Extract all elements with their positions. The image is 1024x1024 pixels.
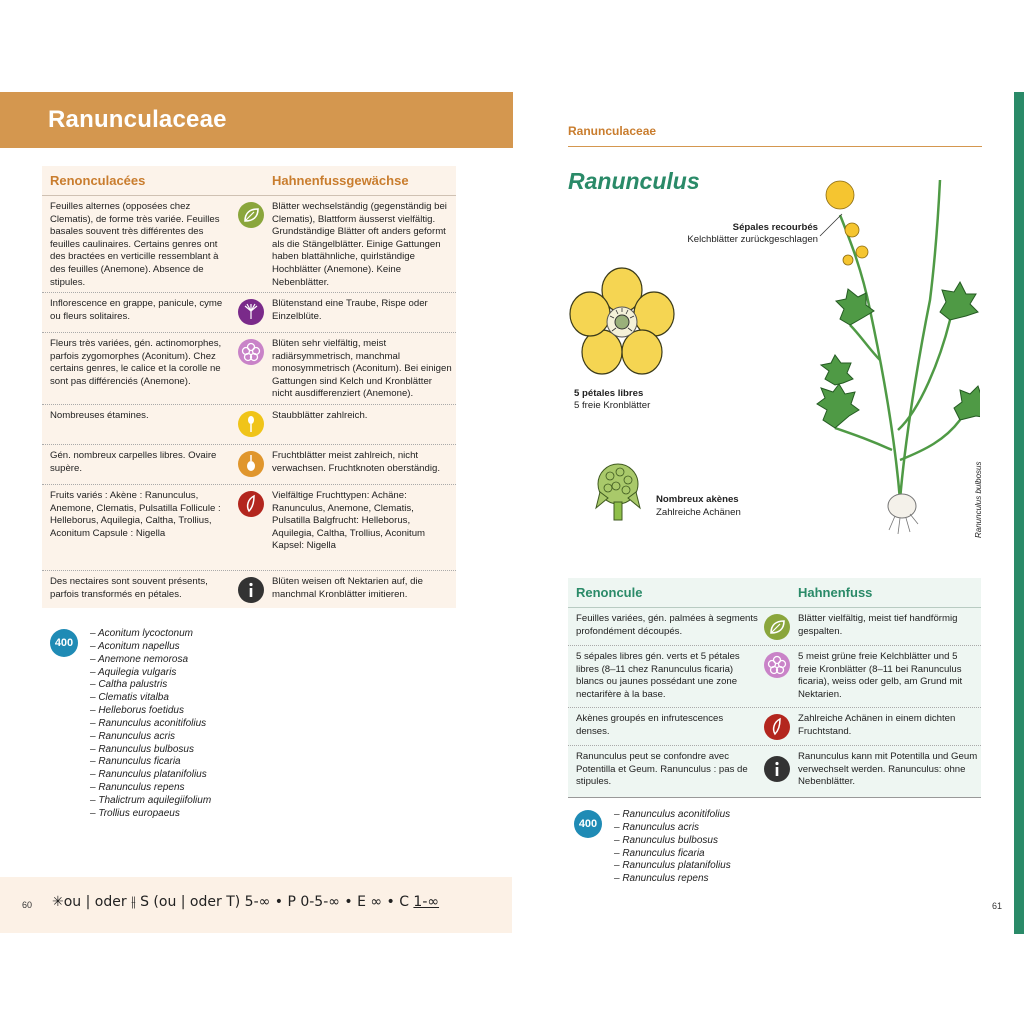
- species-item: – Ranunculus bulbosus: [90, 743, 194, 755]
- petals-label-fr: 5 pétales libres: [574, 388, 644, 399]
- species-item: – Aconitum lycoctonum: [90, 628, 194, 639]
- flower-icon: [764, 652, 790, 678]
- sepals-label-de: Kelchblätter zurückgeschlagen: [687, 234, 818, 245]
- row-french: Feuilles alternes (opposées chez Clematis), de forme très variée. Feuilles basales souvent très différentes des feuilles caulinaires. Certains genres ont des bractées en verticille ressemblant à des feuilles (Anemone). Absence de stipules.: [50, 201, 220, 288]
- table-header: [42, 166, 456, 196]
- family-title: Ranunculaceae: [48, 106, 227, 133]
- radial-symmetry-icon: ✳: [52, 894, 64, 910]
- running-head-rule: [568, 146, 982, 147]
- species-list: [614, 809, 731, 886]
- table-row: [568, 646, 981, 708]
- row-french: Nombreuses étamines.: [50, 410, 149, 421]
- row-german: Blüten weisen oft Nektarien auf, die manchmal Kronblätter imitieren.: [272, 576, 423, 600]
- carpel-icon: [238, 451, 264, 477]
- table-row: [42, 196, 456, 293]
- row-german: Blüten sehr vielfältig, meist radiärsymmetrisch, manchmal monosymmetrisch (Aconitum). Bei einigen Gattungen sind Kelch und Kronblätter nicht ausdifferenziert (Anemone).: [272, 338, 452, 400]
- row-german: Vielfältige Fruchttypen: Achäne: Ranunculus, Anemone, Clematis, Pulsatilla Balgfrucht: Helleborus, Aquilegia, Caltha, Trollius, Aconitum Kapsel: Nigella: [272, 490, 426, 552]
- table-header: [568, 578, 981, 608]
- floral-formula: ✳ou | oder ⫲ S (ou | oder T) 5-∞ • P 0-5-∞ • E ∞ • C 1-∞: [52, 894, 440, 910]
- table-row: [42, 445, 456, 485]
- row-german: Staubblätter zahlreich.: [272, 410, 368, 421]
- row-german: Blätter wechselständig (gegenständig bei Clematis), Blattform äusserst vielfältig. Grundständige Blätter oft anders geformt als die Stängelblätter. Einige Gattungen haben blattähnliche, quirlständige Hochblätter (Anemone). Keine Nebenblätter.: [272, 201, 447, 288]
- species-item: – Caltha palustris: [90, 679, 168, 691]
- running-head: Ranunculaceae: [568, 124, 657, 138]
- page-number: 61: [992, 901, 1003, 911]
- species-item: – Ranunculus aconitifolius: [614, 809, 731, 820]
- species-list: [90, 628, 211, 821]
- family-header-band: [0, 92, 513, 148]
- sepals-label-fr: Sépales recourbés: [732, 222, 818, 233]
- table-row: [42, 485, 456, 571]
- species-item: – Ranunculus aconitifolius: [90, 717, 207, 729]
- row-german: Fruchtblätter meist zahlreich, nicht verwachsen. Fruchtknoten oberständig.: [272, 450, 440, 474]
- table-row: [42, 333, 456, 405]
- achenes-label-fr: Nombreux akènes: [656, 494, 739, 505]
- species-item: – Ranunculus ficaria: [614, 847, 705, 859]
- leaf-icon: [238, 202, 264, 228]
- species-item: – Ranunculus repens: [614, 873, 709, 885]
- info-icon: [764, 756, 790, 782]
- header-german: Hahnenfussgewächse: [272, 173, 409, 188]
- flower-icon: [238, 339, 264, 365]
- species-item: – Ranunculus ficaria: [90, 756, 181, 768]
- leaf-icon: [764, 614, 790, 640]
- table-row: [568, 708, 981, 746]
- inflorescence-icon: [238, 299, 264, 325]
- family-comparison-table: [42, 166, 456, 608]
- species-item: – Ranunculus acris: [614, 821, 700, 833]
- species-item: – Anemone nemorosa: [90, 653, 189, 665]
- flower-illustration: [566, 266, 678, 378]
- species-count-badge: 400: [574, 810, 602, 838]
- species-item: – Ranunculus acris: [90, 730, 176, 742]
- table-row: [568, 746, 981, 798]
- row-french: Gén. nombreux carpelles libres. Ovaire supère.: [50, 450, 217, 474]
- species-item: – Ranunculus bulbosus: [614, 834, 718, 846]
- header-german: Hahnenfuss: [798, 585, 873, 600]
- species-item: – Thalictrum aquilegiifolium: [90, 794, 212, 806]
- section-tab: [1014, 92, 1024, 934]
- header-french: Renonculacées: [50, 173, 146, 188]
- row-french: Des nectaires sont souvent présents, parfois transformés en pétales.: [50, 576, 208, 600]
- genus-title: Ranunculus: [568, 168, 700, 194]
- fruit-icon: [238, 491, 264, 517]
- table-row: [42, 293, 456, 333]
- row-french: Akènes groupés en infrutescences denses.: [576, 713, 724, 737]
- row-german: Blütenstand eine Traube, Rispe oder Einzelblüte.: [272, 298, 428, 322]
- species-item: – Ranunculus platanifolius: [614, 860, 731, 872]
- info-icon: [238, 577, 264, 603]
- plant-species-caption: Ranunculus bulbosus: [974, 461, 983, 538]
- achenes-label-de: Zahlreiche Achänen: [656, 507, 741, 518]
- bilateral-symmetry-icon: ⫲: [131, 894, 141, 910]
- table-row: [568, 608, 981, 646]
- genus-comparison-table: [568, 578, 981, 798]
- floral-formula-bar: [0, 877, 512, 933]
- table-row: [42, 571, 456, 608]
- achene-illustration: [590, 458, 646, 524]
- species-item: – Ranunculus platanifolius: [90, 769, 207, 781]
- header-french: Renoncule: [576, 585, 643, 600]
- row-french: Fruits variés : Akène : Ranunculus, Anemone, Clematis, Pulsatilla Follicule : Helleborus, Aquilegia, Caltha, Trollius, Aconitum Capsule : Nigella: [50, 490, 221, 539]
- right-page: [512, 0, 1024, 1024]
- species-count-badge: 400: [50, 629, 78, 657]
- row-french: 5 sépales libres gén. verts et 5 pétales libres (8–11 chez Ranunculus ficaria) blancs ou jaunes possédant une zone nectarifère à la base.: [576, 651, 740, 700]
- species-item: – Helleborus foetidus: [90, 705, 184, 717]
- row-french: Feuilles variées, gén. palmées à segments profondément découpés.: [576, 613, 758, 637]
- table-row: [42, 405, 456, 445]
- row-german: Zahlreiche Achänen in einem dichten Fruchtstand.: [798, 713, 956, 737]
- row-french: Ranunculus peut se confondre avec Potentilla et Geum. Ranunculus : pas de stipules.: [576, 751, 748, 788]
- row-german: Ranunculus kann mit Potentilla und Geum verwechselt werden. Ranunculus: ohne Nebenblätter.: [798, 751, 978, 788]
- species-item: – Ranunculus repens: [90, 782, 185, 794]
- species-item: – Trollius europaeus: [90, 807, 180, 819]
- species-item: – Aquilegia vulgaris: [90, 666, 177, 678]
- sepals-leader-line: [816, 210, 846, 240]
- species-item: – Clematis vitalba: [90, 692, 169, 704]
- row-german: Blätter vielfältig, meist tief handförmig gespalten.: [798, 613, 958, 637]
- row-french: Inflorescence en grappe, panicule, cyme ou fleurs solitaires.: [50, 298, 223, 322]
- page-number: 60: [22, 900, 33, 910]
- row-french: Fleurs très variées, gén. actinomorphes, parfois zygomorphes (Aconitum). Chez certains genres, le calice et la corolle ne sont pas différenciés (Anemone).: [50, 338, 222, 387]
- row-german: 5 meist grüne freie Kelchblätter und 5 freie Kronblätter (8–11 bei Ranunculus ficaria), weiss oder gelb, am Grund mit Nektarien.: [798, 651, 963, 700]
- fruit-icon: [764, 714, 790, 740]
- species-item: – Aconitum napellus: [90, 640, 180, 652]
- stamen-icon: [238, 411, 264, 437]
- petals-label-de: 5 freie Kronblätter: [574, 400, 651, 411]
